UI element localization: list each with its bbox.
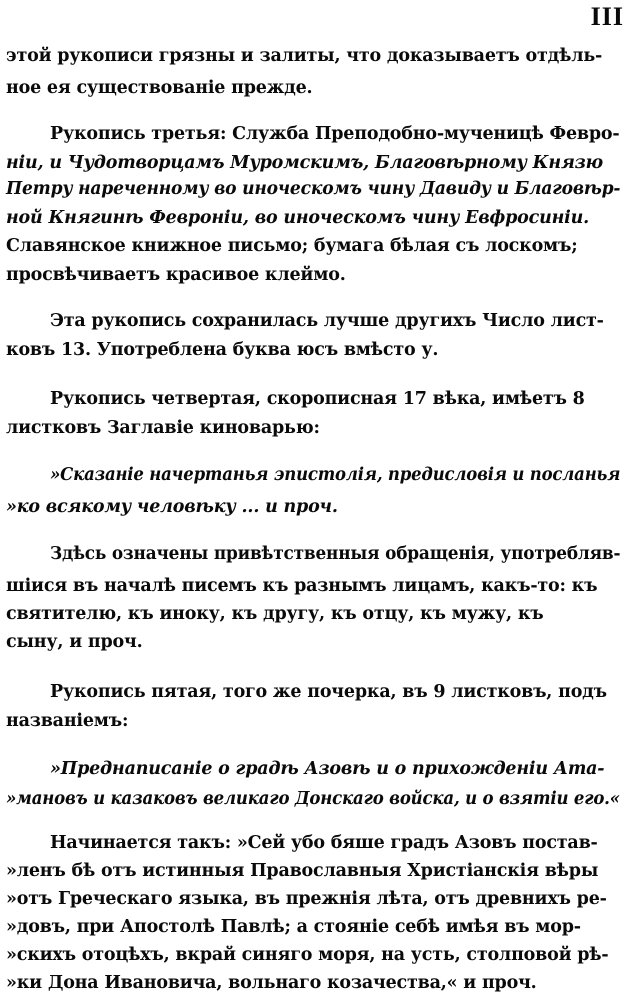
- text-line: Петру нареченному во иноческомъ чину Давиду и Благовѣр-: [6, 179, 621, 199]
- text-line: »Преднаписаніе о градѣ Азовѣ и о прихожденіи Ата-: [50, 759, 605, 779]
- text-line: Эта рукопись сохранилась лучше другихъ Число лист-: [50, 311, 604, 331]
- text-line: Рукопись третья: Служба Преподобно-мученицѣ Февро-: [50, 124, 620, 144]
- text-line: названіемъ:: [6, 711, 129, 731]
- text-line: »Сказаніе начертанья эпистолія, предисловія и посланья: [50, 465, 621, 485]
- text-line: »отъ Греческаго языка, въ прежнія лѣта, отъ древнихъ ре-: [6, 889, 607, 909]
- text-line: Рукопись пятая, того же почерка, въ 9 листковъ, подъ: [50, 682, 607, 702]
- text-line: »довъ, при Апостолѣ Павлѣ; а стояніе себѣ имѣя въ мор-: [6, 917, 581, 937]
- text-line: ной Княгинѣ Февроніи, во иноческомъ чину Евфросиніи.: [6, 208, 590, 228]
- text-line: просвѣчиваетъ красивое клеймо.: [6, 265, 346, 285]
- text-line: »ко всякому человѣку ... и проч.: [6, 497, 338, 517]
- text-line: »ленъ бѣ отъ истинныя Православныя Христіанскія вѣры: [6, 861, 599, 881]
- text-line: Рукопись четвертая, скорописная 17 вѣка, имѣетъ 8: [50, 389, 585, 409]
- text-line: Здѣсь означены привѣтственныя обращенія, употребляв-: [50, 544, 621, 564]
- text-line: сыну, и проч.: [6, 632, 143, 652]
- text-line: »скихъ отоцѣхъ, вкрай синяго моря, на усть, столповой рѣ-: [6, 945, 609, 965]
- text-line: шіися въ началѣ писемъ къ разнымъ лицамъ, какъ-то: къ: [6, 576, 598, 596]
- text-line: Начинается такъ: »Сей убо бяше градъ Азовъ постав-: [50, 833, 598, 853]
- text-line: этой рукописи грязны и залиты, что доказываетъ отдѣль-: [6, 46, 603, 66]
- text-line: ніи, и Чудотворцамъ Муромскимъ, Благовѣрному Князю: [6, 153, 603, 173]
- text-line: ное ея существованіе прежде.: [6, 78, 313, 98]
- text-line: »ки Дона Ивановича, вольнаго козачества,« и проч.: [6, 973, 537, 993]
- text-line: »мановъ и казаковъ великаго Донскаго войска, и о взятіи его.«: [6, 789, 620, 809]
- page-number: III: [590, 2, 624, 31]
- text-line: листковъ Заглавіе киноварью:: [6, 418, 320, 438]
- text-line: святителю, къ иноку, къ другу, къ отцу, къ мужу, къ: [6, 604, 544, 624]
- text-line: Славянское книжное письмо; бумага бѣлая съ лоскомъ;: [6, 236, 578, 256]
- text-line: ковъ 13. Употреблена буква юсъ вмѣсто у.: [6, 340, 439, 360]
